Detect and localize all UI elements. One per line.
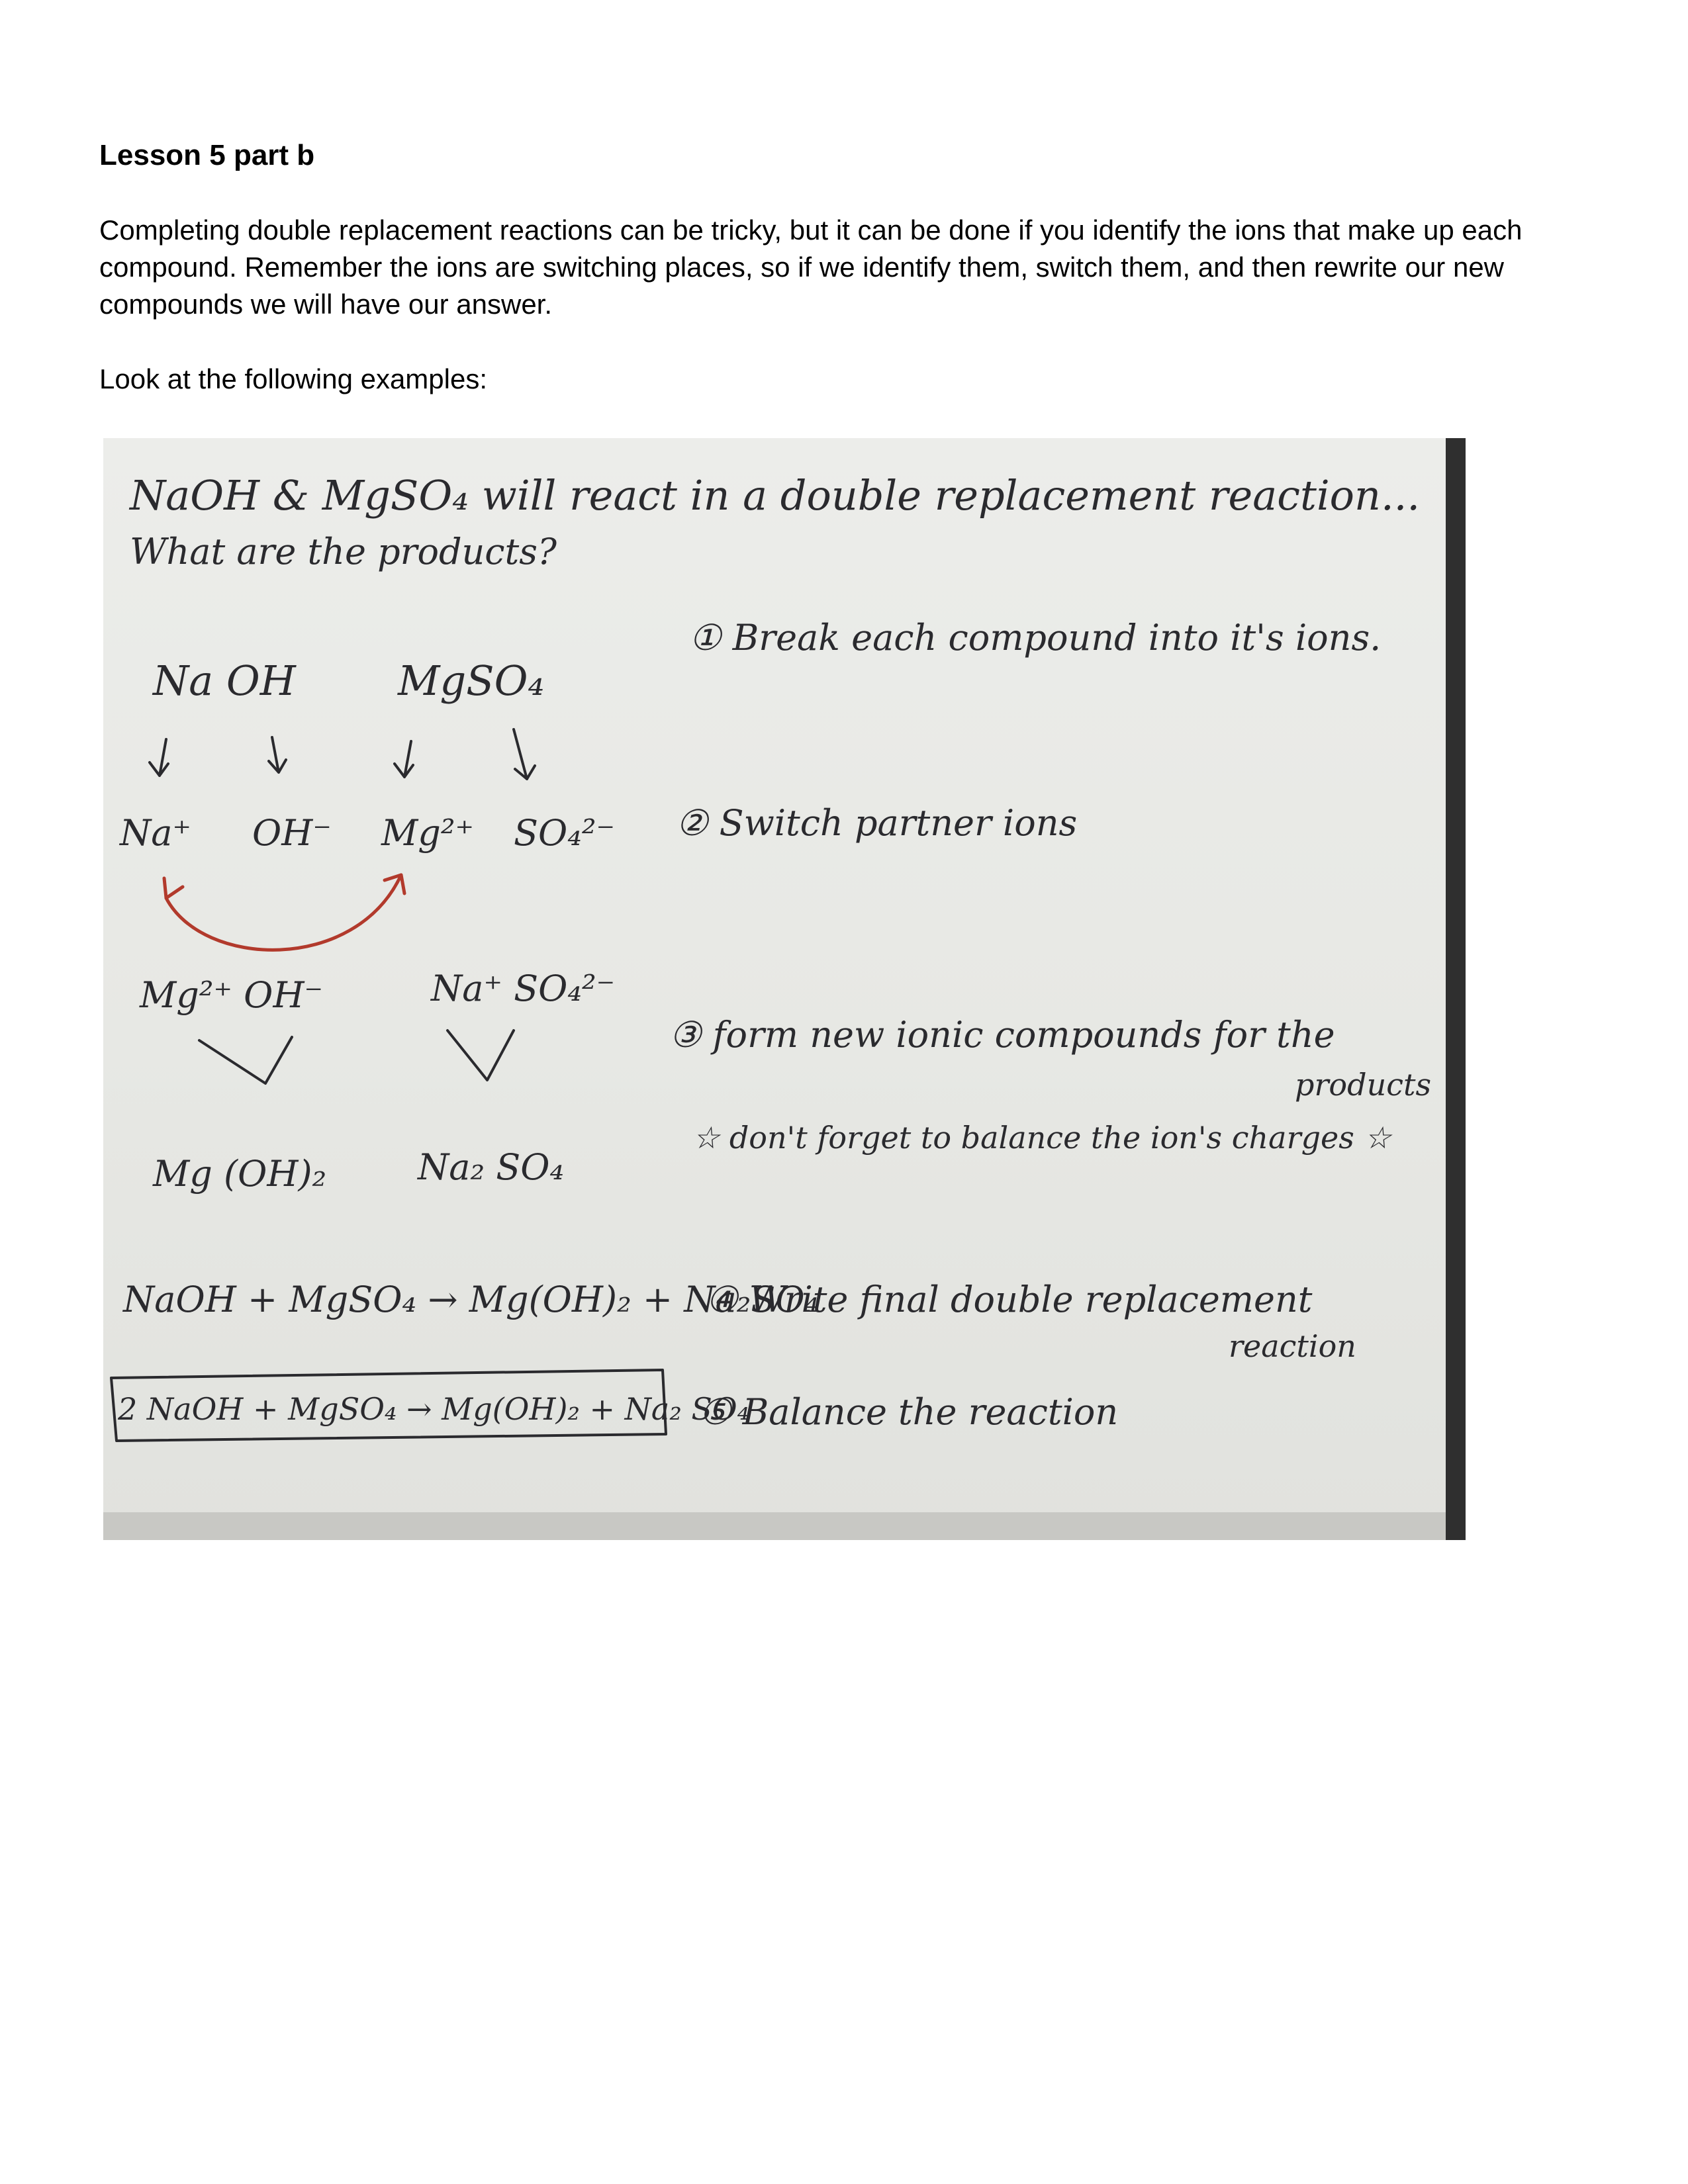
question-line-2: What are the products?: [130, 531, 557, 572]
intro-paragraph: Completing double replacement reactions can be tricky, but it can be done if you identify the ions that make up each compound. Remember the ions are switching places, so if we identify them, switch them, and then rewrite our new compounds we will have our answer.: [99, 214, 1523, 320]
step-3-line-1: ③ form new ionic compounds for the: [669, 1014, 1335, 1056]
combine-mark: [199, 1037, 292, 1083]
step-3-line-2: products: [1295, 1067, 1432, 1103]
down-arrow-icon: [395, 741, 413, 777]
equation-balanced: 2 NaOH + MgSO₄ → Mg(OH)₂ + Na₂ SO₄: [118, 1391, 750, 1427]
step-4-line-1: ④ Write final double replacement: [706, 1279, 1313, 1320]
equation-unbalanced: NaOH + MgSO₄ → Mg(OH)₂ + Na₂SO₄: [123, 1279, 820, 1320]
examples-lead: Look at the following examples:: [99, 363, 488, 394]
handwritten-example-photo: [103, 438, 1466, 1540]
compound-naoh: Na OH: [153, 657, 296, 705]
step-4-line-2: reaction: [1229, 1328, 1356, 1364]
step-2: ② Switch partner ions: [676, 802, 1078, 844]
switch-arrow-icon: [164, 875, 404, 950]
pair-mg-oh: Mg²⁺ OH⁻: [140, 974, 324, 1016]
ion-oh: OH⁻: [252, 812, 332, 854]
question-line-1: NaOH & MgSO₄ will react in a double replacement reaction...: [130, 471, 1421, 520]
ion-na: Na⁺: [120, 812, 191, 854]
step-1: ① Break each compound into it's ions.: [689, 617, 1382, 659]
balanced-equation-box: [111, 1370, 666, 1441]
ion-mg: Mg²⁺: [381, 812, 475, 854]
ion-so4: SO₄²⁻: [514, 812, 616, 854]
handwritten-strokes: [103, 438, 1466, 1540]
photo-right-edge: [1446, 438, 1466, 1540]
photo-bottom-edge: [103, 1512, 1466, 1540]
compound-mgso4: MgSO₄: [398, 657, 545, 705]
product-mg-oh2: Mg (OH)₂: [153, 1153, 327, 1195]
step-3-note: ☆ don't forget to balance the ion's charges ☆: [692, 1120, 1391, 1156]
pair-na-so4: Na⁺ SO₄²⁻: [431, 968, 616, 1009]
product-na2so4: Na₂ SO₄: [418, 1146, 565, 1188]
down-arrow-icon: [269, 737, 286, 772]
down-arrow-icon: [150, 739, 168, 776]
step-5: ⑤ Balance the reaction: [699, 1391, 1119, 1433]
combine-mark: [447, 1030, 514, 1080]
lesson-title: Lesson 5 part b: [99, 139, 315, 171]
down-arrow-icon: [514, 729, 535, 779]
